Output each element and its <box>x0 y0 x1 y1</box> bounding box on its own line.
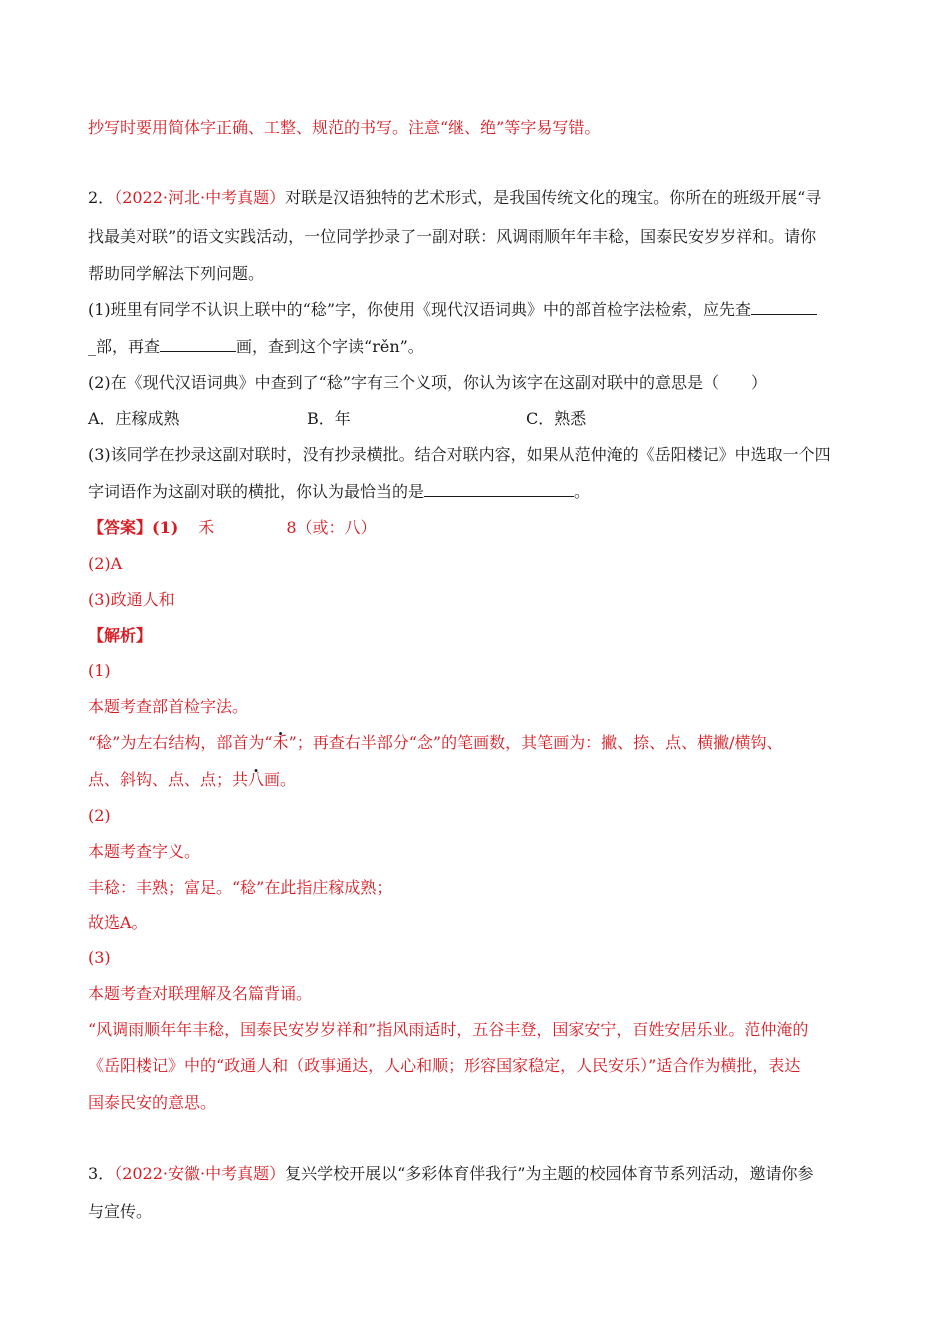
q2-sub2: (2)在《现代汉语词典》中查到了“稔”字有三个义项，你认为该字在这副对联中的意思是（ ） <box>88 373 768 392</box>
q3-stem-line-2: 与宣传。 <box>88 1202 153 1221</box>
option-c[interactable]: C．熟悉 <box>526 409 587 428</box>
analysis-text: ”；再查右半部分“念”的笔画数，其笔画为：撇、捺、点、横撇/横钩、 <box>288 733 783 752</box>
emphasis-char: 禾 <box>272 733 289 752</box>
answer-blank[interactable] <box>751 299 817 315</box>
q2-stem-line-1 <box>88 187 821 209</box>
analysis-1-line-1 <box>88 732 783 754</box>
answer-3: (3)政通人和 <box>88 590 175 609</box>
answer-blank[interactable] <box>160 336 236 352</box>
analysis-1-line-2 <box>88 769 296 791</box>
analysis-3-line-1: “风调雨顺年年丰稔，国泰民安岁岁祥和”指风雨适时，五谷丰登，国家安宁，百姓安居乐业。范仲淹的 <box>88 1020 809 1039</box>
q2-sub1-text-2b: 画，查到这个字读“rěn”。 <box>236 337 424 356</box>
answer-tag: 【答案】 <box>88 518 153 537</box>
q2-sub3-line-2 <box>88 481 590 503</box>
analysis-3-intro: 本题考查对联理解及名篇背诵。 <box>88 984 313 1003</box>
analysis-2-line-2: 故选A。 <box>88 913 148 932</box>
q2-sub1-text-2a: _部，再查 <box>88 337 161 356</box>
q2-sub1-line-1 <box>88 299 817 321</box>
q3-stem-line-1 <box>88 1163 813 1185</box>
analysis-2-label: (2) <box>88 806 111 825</box>
q3-number: 3． <box>88 1164 115 1183</box>
answer-1-label: (1) <box>152 518 179 537</box>
analysis-text: “稔”为左右结构，部首为“ <box>88 733 273 752</box>
analysis-3-label: (3) <box>88 948 111 967</box>
analysis-1-label: (1) <box>88 661 111 680</box>
analysis-text: 画。 <box>264 770 297 789</box>
answer-line-1 <box>88 517 377 539</box>
q2-sub1-line-2 <box>88 336 424 358</box>
answer-1-value-1: 禾 <box>198 518 215 537</box>
analysis-2-line-1: 丰稔：丰熟；富足。“稔”在此指庄稼成熟； <box>88 878 393 897</box>
analysis-text: 点、斜钩、点、点；共 <box>88 770 249 789</box>
q2-sub3-text-2a: 字词语作为这副对联的横批，你认为最恰当的是 <box>88 482 425 501</box>
option-a[interactable]: A．庄稼成熟 <box>88 409 180 428</box>
q2-stem-text-1: 对联是汉语独特的艺术形式，是我国传统文化的瑰宝。你所在的班级开展“寻 <box>285 188 822 207</box>
q2-stem-line-3: 帮助同学解法下列问题。 <box>88 264 265 283</box>
analysis-2-intro: 本题考查字义。 <box>88 842 201 861</box>
q2-stem-line-2: 找最美对联”的语文实践活动，一位同学抄录了一副对联：风调雨顺年年丰稔，国泰民安岁岁祥和。请你 <box>88 227 817 246</box>
q3-source: （2022·安徽·中考真题） <box>114 1164 286 1183</box>
analysis-tag: 【解析】 <box>88 626 153 645</box>
q2-sub3-text-2b: 。 <box>574 482 591 501</box>
q2-number: 2． <box>88 188 115 207</box>
answer-blank[interactable] <box>424 481 574 497</box>
answer-1-value-2: 8（或：八） <box>286 518 377 537</box>
analysis-3-line-2: 《岳阳楼记》中的“政通人和（政事通达，人心和顺；形容国家稳定，人民安乐）”适合作为横批，表达 <box>88 1056 801 1075</box>
q2-sub1-text: (1)班里有同学不认识上联中的“稔”字，你使用《现代汉语词典》中的部首检字法检索，应先查 <box>88 300 752 319</box>
analysis-3-line-3: 国泰民安的意思。 <box>88 1093 217 1112</box>
option-b[interactable]: B．年 <box>307 409 351 428</box>
emphasis-char: 八 <box>248 770 265 789</box>
analysis-1-intro: 本题考查部首检字法。 <box>88 697 249 716</box>
q2-sub3-line-1: (3)该同学在抄录这副对联时，没有抄录横批。结合对联内容，如果从范仲淹的《岳阳楼记》中选取一个四 <box>88 445 831 464</box>
q2-source: （2022·河北·中考真题） <box>114 188 286 207</box>
answer-2: (2)A <box>88 554 123 573</box>
q3-stem-text-1: 复兴学校开展以“多彩体育伴我行”为主题的校园体育节系列活动，邀请你参 <box>285 1164 814 1183</box>
top-note: 抄写时要用简体字正确、工整、规范的书写。注意“继、绝”等字易写错。 <box>88 118 601 137</box>
